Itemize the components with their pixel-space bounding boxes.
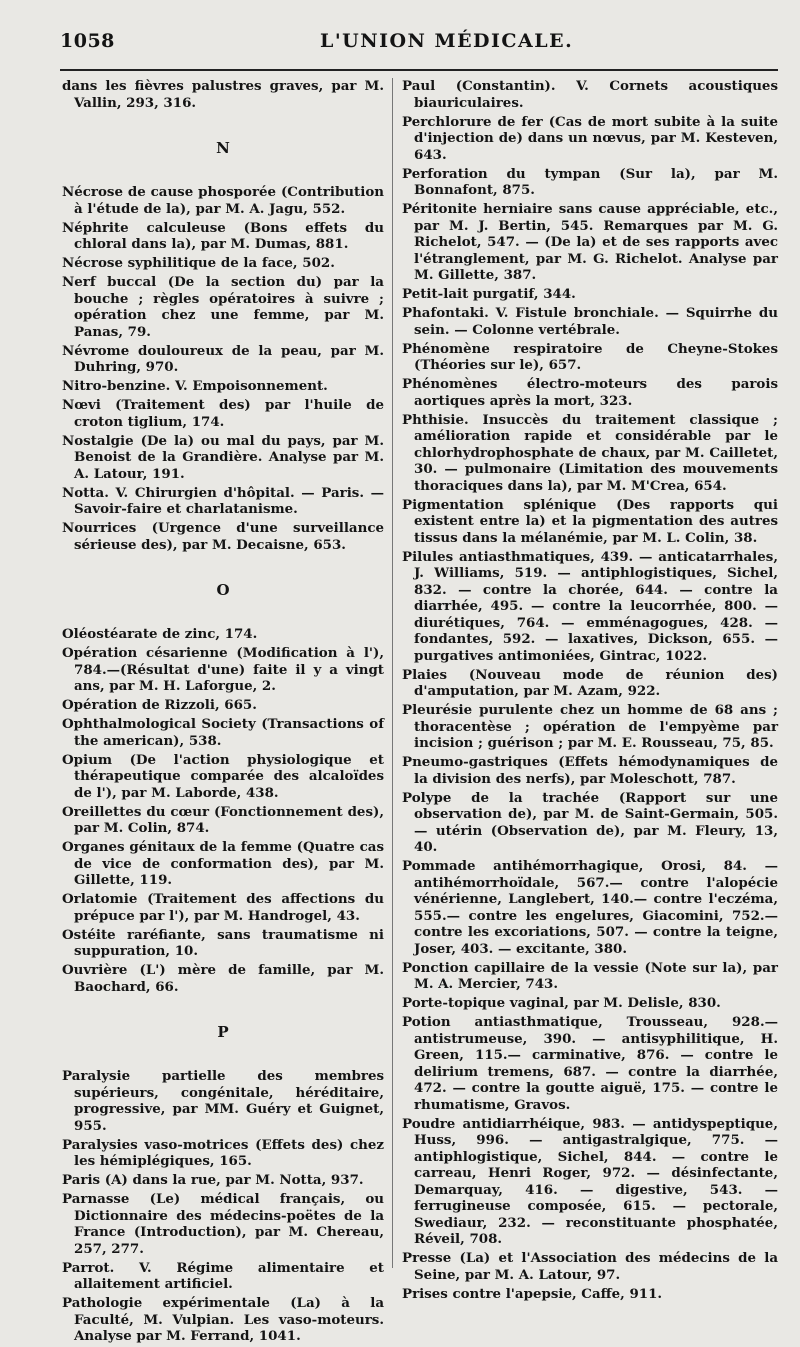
index-entry: Potion antiasthmatique, Trousseau, 928.— antistrumeuse, 390. — antisyphilitique, H. Green, 115.— carminative, 876. — contre le delirium tremens, 687. — contre la diarrhée, 472. — contre la goutte aiguë, 175. — contre le rhumatisme, Gravos. — [402, 1014, 778, 1113]
index-entry: Phénomènes électro-moteurs des parois aortiques après la mort, 323. — [402, 376, 778, 409]
left-column — [62, 78, 384, 1347]
index-entry: Parrot. V. Régime alimentaire et allaitement artificiel. — [62, 1259, 384, 1292]
index-entry: Plaies (Nouveau mode de réunion des) d'amputation, par M. Azam, 922. — [402, 666, 778, 699]
index-entry: Polype de la trachée (Rapport sur une observation de), par M. de Saint-Germain, 505. — utérin (Observation de), par M. Fleury, 13, 40. — [402, 789, 778, 855]
index-entry: Nécrose de cause phosporée (Contribution à l'étude de la), par M. A. Jagu, 552. — [62, 184, 384, 217]
index-entry: Néphrite calculeuse (Bons effets du chloral dans la), par M. Dumas, 881. — [62, 219, 384, 252]
index-entry: Phafontaki. V. Fistule bronchiale. — Squirrhe du sein. — Colonne vertébrale. — [402, 305, 778, 338]
index-entry: Nœvi (Traitement des) par l'huile de croton tiglium, 174. — [62, 397, 384, 430]
index-entry: Organes génitaux de la femme (Quatre cas de vice de conformation des), par M. Gillette, 119. — [62, 839, 384, 888]
index-entry: Opération césarienne (Modification à l'), 784.—(Résultat d'une) faite il y a vingt ans, par M. H. Laforgue, 2. — [62, 645, 384, 694]
index-entry: Pilules antiasthmatiques, 439. — anticatarrhales, J. Williams, 519. — antiphlogistiques, Sichel, 832. — contre la chorée, 644. — contre la diarrhée, 495. — contre la leucorrhée, 800. — diurétiques, 764. — emménagogues, 428. — fondantes, 592. — laxatives, Dickson, 655. — purgatives antimoniées, Gintrac, 1022. — [402, 548, 778, 664]
section-letter-p: P — [217, 1022, 229, 1041]
index-entry: Nourrices (Urgence d'une surveillance sérieuse des), par M. Decaisne, 653. — [62, 520, 384, 553]
index-entry: Prises contre l'apepsie, Caffe, 911. — [402, 1285, 663, 1302]
index-entry: Paul (Constantin). V. Cornets acoustiques biauriculaires. — [402, 78, 778, 111]
index-entry: dans les fièvres palustres graves, par M. Vallin, 293, 316. — [62, 78, 384, 111]
section-letter-n: N — [216, 138, 230, 157]
index-entry: Paralysie partielle des membres supérieurs, congénitale, héréditaire, progressive, par MM. Guéry et Guignet, 955. — [62, 1068, 384, 1134]
index-entry: Paris (A) dans la rue, par M. Notta, 937. — [62, 1172, 364, 1188]
index-entry: Pleurésie purulente chez un homme de 68 ans ; thoracentèse ; opération de l'empyème par incision ; guérison ; par M. E. Rousseau, 75, 85. — [402, 702, 778, 751]
page-header — [60, 30, 780, 64]
index-entry: Parnasse (Le) médical français, ou Dictionnaire des médecins-poëtes de la France (Introduction), par M. Chereau, 257, 277. — [62, 1191, 384, 1257]
running-title: L'UNION MÉDICALE. — [320, 30, 574, 52]
index-entry: Porte-topique vaginal, par M. Delisle, 830. — [402, 995, 721, 1011]
index-entry: Nostalgie (De la) ou mal du pays, par M. Benoist de la Grandière. Analyse par M. A. Latour, 191. — [62, 432, 384, 482]
index-entry: Nerf buccal (De la section du) par la bouche ; règles opératoires à suivre ; opération chez une femme, par M. Panas, 79. — [62, 274, 384, 340]
index-entry: Ophthalmological Society (Transactions of the american), 538. — [62, 716, 384, 749]
index-entry: Nitro-benzine. V. Empoisonnement. — [62, 378, 328, 394]
index-entry: Orlatomie (Traitement des affections du prépuce par l'), par M. Handrogel, 43. — [62, 891, 384, 924]
index-entry: Perchlorure de fer (Cas de mort subite à la suite d'injection de) dans un nœvus, par M. Kesteven, 643. — [402, 113, 778, 163]
index-entry: Opération de Rizzoli, 665. — [62, 697, 257, 713]
index-entry: Phénomène respiratoire de Cheyne-Stokes (Théories sur le), 657. — [402, 340, 778, 373]
header-rule — [60, 69, 778, 71]
index-entry: Ponction capillaire de la vessie (Note sur la), par M. A. Mercier, 743. — [402, 959, 778, 992]
index-entry: Paralysies vaso-motrices (Effets des) chez les hémiplégiques, 165. — [62, 1136, 384, 1169]
index-entry: Petit-lait purgatif, 344. — [402, 286, 576, 302]
index-entry: Poudre antidiarrhéique, 983. — antidyspeptique, Huss, 996. — antigastralgique, 775. — antiphlogistique, Sichel, 844. — contre le carreau, Henri Roger, 972. — désinfectante, Demarquay, 416. — digestive, 543. — ferrugineuse composée, 615. — pectorale, Swediaur, 232. — reconstituante phosphatée, Réveil, 708. — [402, 1115, 778, 1247]
index-entry: Oreillettes du cœur (Fonctionnement des), par M. Colin, 874. — [62, 803, 384, 836]
index-entry: Notta. V. Chirurgien d'hôpital. — Paris. — Savoir-faire et charlatanisme. — [62, 484, 384, 517]
index-entry: Perforation du tympan (Sur la), par M. Bonnafont, 875. — [402, 165, 778, 198]
index-entry: Phthisie. Insuccès du traitement classique ; amélioration rapide et considérable par le chlorhydrophosphate de chaux, par M. Cailletet, 30. — pulmonaire (Limitation des mouvements thoraciques dans la), par M. M'Crea, 654. — [402, 411, 778, 494]
index-entry: Pommade antihémorrhagique, Orosi, 84. — antihémorrhoïdale, 567.— contre l'alopécie vénérienne, Langlebert, 140.— contre l'eczéma, 555.— contre les engelures, Giacomini, 752.— contre les excoriations, 507. — contre la teigne, Joser, 403. — excitante, 380. — [402, 858, 778, 957]
index-entry: Opium (De l'action physiologique et thérapeutique comparée des alcaloïdes de l'), par M. Laborde, 438. — [62, 751, 384, 801]
index-entry: Pathologie expérimentale (La) à la Faculté, M. Vulpian. Les vaso-moteurs. Analyse par M. Ferrand, 1041. — [62, 1295, 384, 1344]
index-entry: Ouvrière (L') mère de famille, par M. Baochard, 66. — [62, 962, 384, 995]
index-entry: Presse (La) et l'Association des médecins de la Seine, par M. A. Latour, 97. — [402, 1250, 778, 1283]
column-divider — [392, 78, 393, 1268]
index-entry: Oléostéarate de zinc, 174. — [62, 626, 258, 642]
index-entry: Pneumo-gastriques (Effets hémodynamiques de la division des nerfs), par Moleschott, 787. — [402, 754, 778, 787]
page-number: 1058 — [60, 30, 115, 52]
index-entry: Pigmentation splénique (Des rapports qui existent entre la) et la pigmentation des autres tissus dans la mélanémie, par M. L. Colin, 38. — [402, 496, 778, 546]
section-letter-o: O — [216, 580, 230, 599]
right-column — [402, 78, 778, 1305]
index-entry: Nécrose syphilitique de la face, 502. — [62, 255, 335, 271]
index-entry: Névrome douloureux de la peau, par M. Duhring, 970. — [62, 342, 384, 375]
index-entry: Péritonite herniaire sans cause appréciable, etc., par M. J. Bertin, 545. Remarques par M. G. Richelot, 547. — (De la) et de ses rapports avec l'étranglement, par M. G. Richelot. Analyse par M. Gillette, 387. — [402, 201, 778, 283]
index-entry: Ostéite raréfiante, sans traumatisme ni suppuration, 10. — [62, 926, 384, 959]
